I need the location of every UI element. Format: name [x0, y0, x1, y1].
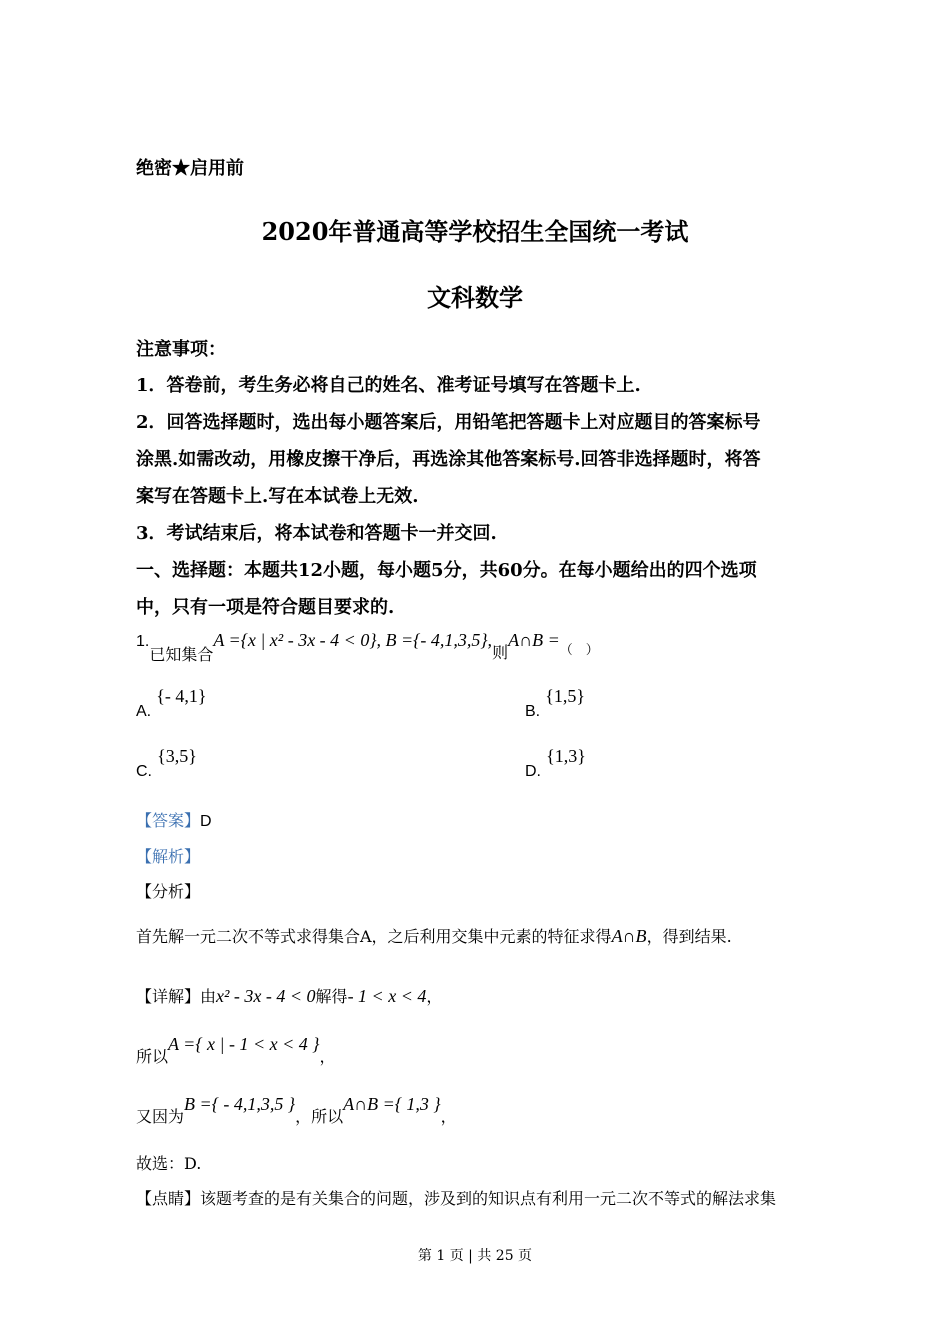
analysis-tag: 【解析】 — [136, 847, 201, 866]
option-value: {1,3} — [546, 746, 586, 766]
option-label: A. — [136, 703, 152, 720]
answer-line — [136, 808, 212, 831]
confidential-label: 绝密★启用前 — [136, 158, 244, 179]
answer-tag: 【答案】 — [136, 811, 201, 830]
notice-item: 涂黑.如需改动，用橡皮擦干净后，再选涂其他答案标号.回答非选择题时，将答 — [136, 449, 761, 470]
option-d — [525, 746, 586, 780]
option-label: D. — [525, 763, 541, 780]
question-then: 则 — [492, 643, 509, 662]
option-value: {1,5} — [545, 686, 585, 706]
page-footer: 第 1 页 | 共 25 页 — [417, 1248, 533, 1264]
notice-item: 1．答卷前，考生务必将自己的姓名、准考证号填写在答题卡上. — [136, 375, 641, 396]
set-a-line: 所以A ={ x | - 1 < x < 4 }， — [136, 1034, 336, 1066]
question-prefix: 已知集合 — [149, 645, 214, 664]
set-b-line: 又因为B ={ - 4,1,3,5 }，所以A∩B ={ 1,3 }， — [136, 1094, 457, 1126]
question-number: 1. — [136, 633, 150, 650]
notice-item: 2．回答选择题时，选出每小题答案后，用铅笔把答题卡上对应题目的答案标号 — [136, 412, 761, 433]
notice-heading: 注意事项： — [136, 339, 226, 360]
analysis-text: 首先解一元二次不等式求得集合A，之后利用交集中元素的特征求得A∩B，得到结果. — [136, 926, 732, 946]
analysis-subtag: 【分析】 — [136, 882, 201, 901]
option-a — [136, 686, 207, 720]
comment-line: 【点睛】该题考查的是有关集合的问题，涉及到的知识点有利用一元二次不等式的解法求集 — [136, 1189, 777, 1208]
notice-item: 案写在答题卡上.写在本试卷上无效. — [136, 486, 419, 507]
question-1 — [136, 628, 599, 664]
option-b — [525, 686, 585, 720]
option-c — [136, 746, 197, 780]
option-label: C. — [136, 763, 152, 780]
option-label: B. — [525, 703, 541, 720]
exam-subject: 文科数学 — [427, 283, 523, 312]
answer-blank: （ ） — [559, 643, 599, 658]
section-heading: 一、选择题：本题共12小题，每小题5分，共60分。在每小题给出的四个选项 — [136, 560, 757, 581]
question-math: A∩B = — [508, 630, 560, 650]
option-value: {- 4,1} — [156, 686, 207, 706]
detail-line: 【详解】由x² - 3x - 4 < 0解得- 1 < x < 4， — [136, 986, 443, 1006]
exam-title: 2020年普通高等学校招生全国统一考试 — [261, 217, 689, 246]
answer-value: D — [200, 813, 212, 830]
option-value: {3,5} — [157, 746, 197, 766]
notice-item: 3．考试结束后，将本试卷和答题卡一并交回. — [136, 523, 497, 544]
question-math: A ={x | x² - 3x - 4 < 0}, B ={- 4,1,3,5}, — [213, 630, 493, 650]
section-heading-cont: 中，只有一项是符合题目要求的. — [136, 597, 395, 618]
choice-line: 故选：D. — [136, 1154, 202, 1173]
